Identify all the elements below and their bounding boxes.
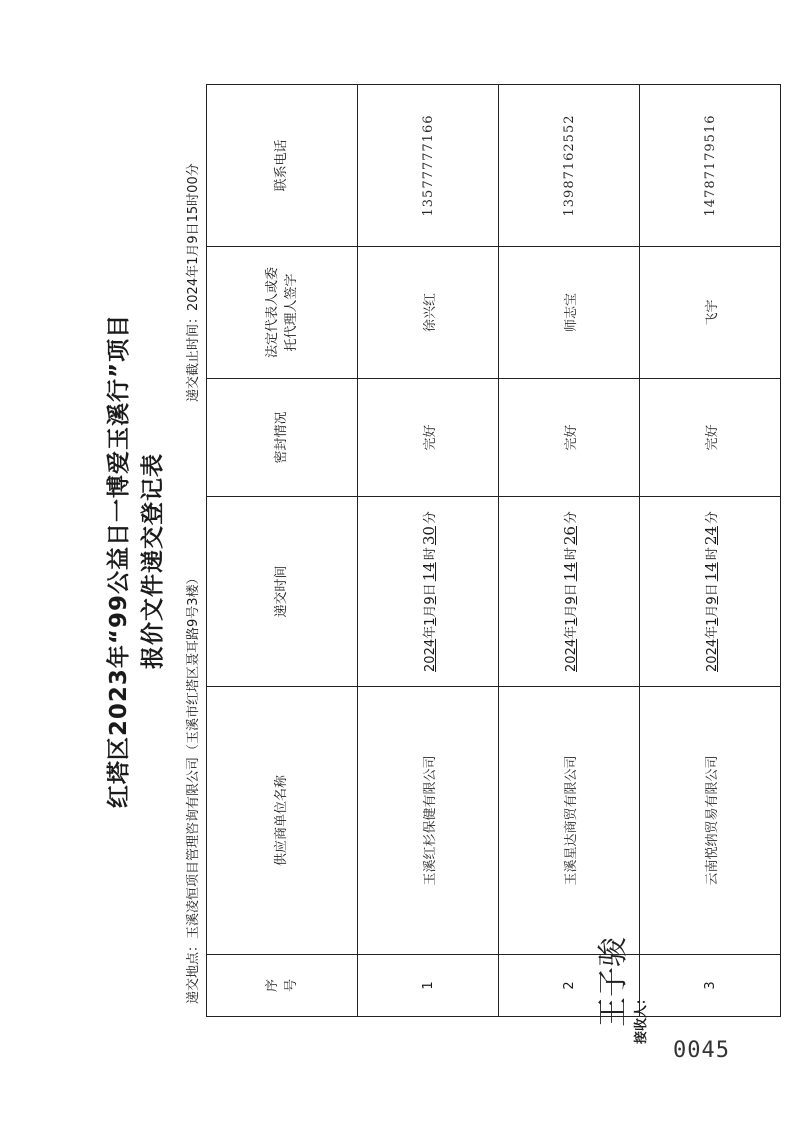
row-company: 云南悦纳贸易有限公司 — [640, 687, 781, 955]
header-seq: 序号 — [207, 955, 358, 1017]
row-seal: 完好 — [358, 379, 499, 497]
time-hour: 14 — [701, 562, 720, 582]
row-seq: 2 — [499, 955, 640, 1017]
time-day: 9 — [563, 596, 579, 605]
time-hour: 14 — [560, 562, 579, 582]
submission-deadline: 递交截止时间：2024年1月9日15时00分 — [186, 163, 201, 402]
row-signature: 徐兴红 — [358, 247, 499, 379]
row-phone: 14787179516 — [640, 85, 781, 247]
row-seq: 3 — [640, 955, 781, 1017]
header-signature: 法定代表人或委托代理人签字 — [207, 247, 358, 379]
table-row — [499, 85, 640, 1017]
document-title: 红塔区2023年“99公益日一博爱玉溪行”项目 — [106, 313, 132, 809]
header-seal: 密封情况 — [207, 379, 358, 497]
table-header-row — [207, 85, 358, 1017]
page-number: 0045 — [673, 1038, 730, 1063]
submission-place: 递交地点：玉溪凌恒项目管理咨询有限公司（玉溪市红塔区聂耳路9号3楼） — [186, 571, 201, 1004]
table-row — [358, 85, 499, 1017]
row-seal: 完好 — [499, 379, 640, 497]
time-month: 1 — [563, 617, 579, 626]
receiver-signature: 王子骏 — [596, 937, 631, 1027]
header-company: 供应商单位名称 — [207, 687, 358, 955]
time-day: 9 — [704, 596, 720, 605]
row-seal: 完好 — [640, 379, 781, 497]
row-signature: 师志宝 — [499, 247, 640, 379]
time-minute: 26 — [560, 526, 579, 546]
document-subtitle: 报价文件递交登记表 — [140, 453, 166, 669]
table-row — [640, 85, 781, 1017]
row-company: 玉溪红杉保健有限公司 — [358, 687, 499, 955]
header-phone: 联系电话 — [207, 85, 358, 247]
time-year: 2024 — [704, 638, 720, 672]
time-minute: 30 — [419, 526, 438, 546]
time-month: 1 — [704, 617, 720, 626]
time-year: 2024 — [422, 638, 438, 672]
row-time: 2024年1月9日14时24分 — [640, 497, 781, 687]
row-time: 2024年1月9日14时30分 — [358, 497, 499, 687]
row-phone: 13987162552 — [499, 85, 640, 247]
time-hour: 14 — [419, 562, 438, 582]
time-day: 9 — [422, 596, 438, 605]
receiver-label: 接收人： — [634, 991, 649, 1044]
header-time: 递交时间 — [207, 497, 358, 687]
row-phone: 13577777166 — [358, 85, 499, 247]
time-minute: 24 — [701, 526, 720, 546]
row-company: 玉溪星达商贸有限公司 — [499, 687, 640, 955]
row-signature: 飞宇 — [640, 247, 781, 379]
time-year: 2024 — [563, 638, 579, 672]
registration-table — [206, 84, 781, 1017]
time-month: 1 — [422, 617, 438, 626]
row-seq: 1 — [358, 955, 499, 1017]
row-time: 2024年1月9日14时26分 — [499, 497, 640, 687]
